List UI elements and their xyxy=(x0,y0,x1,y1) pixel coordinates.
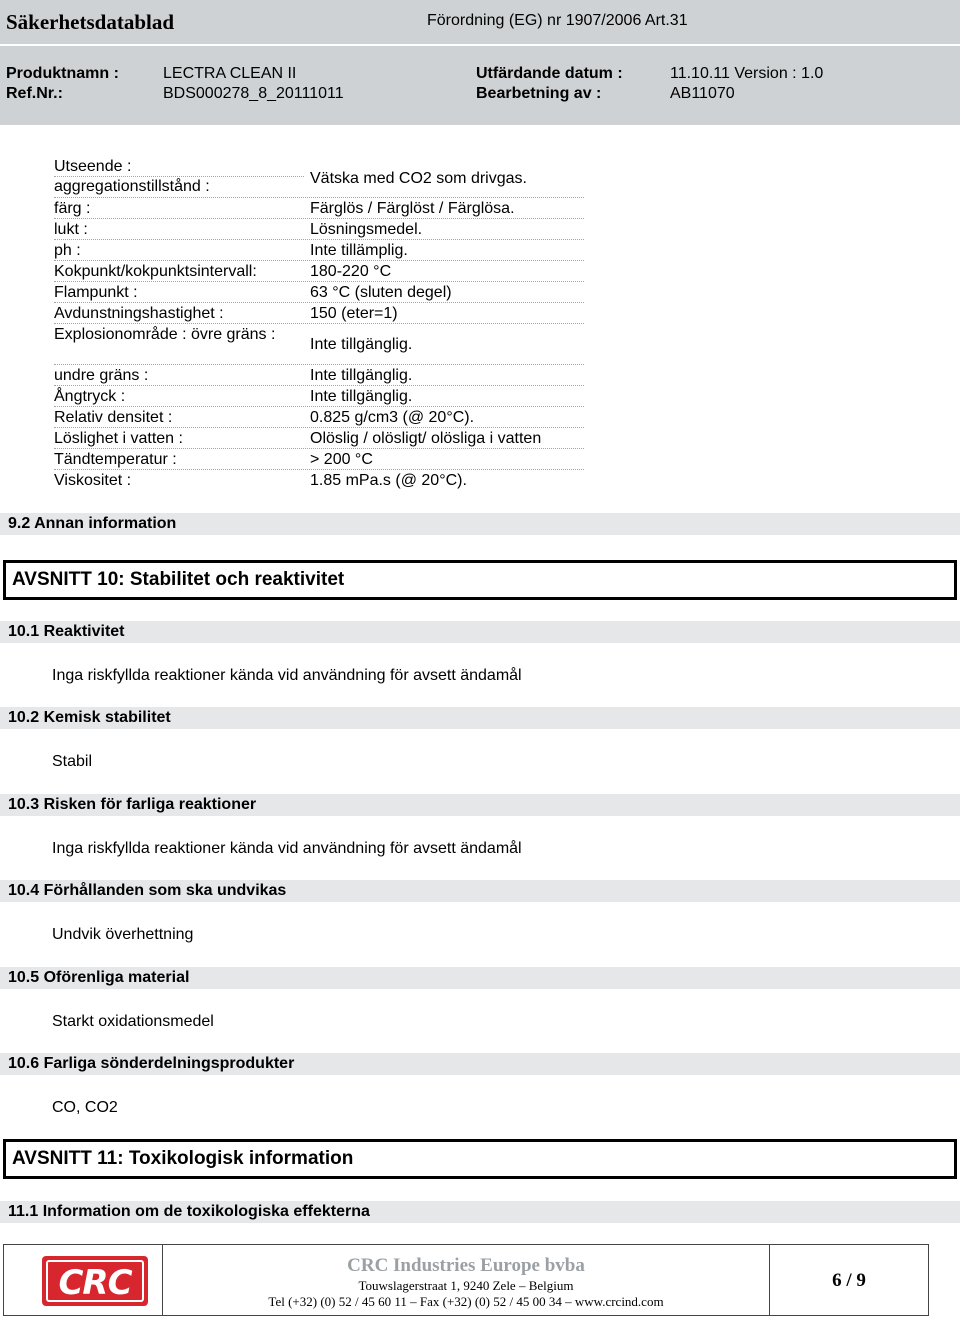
property-value: Inte tillgänglig. xyxy=(310,367,413,384)
subsection-10-4-heading xyxy=(0,880,960,902)
property-label: Löslighet i vatten : xyxy=(54,430,183,447)
property-value: Färglös / Färglöst / Färglösa. xyxy=(310,200,515,217)
subsection-title: 11.1 Information om de toxikologiska effekterna xyxy=(8,1203,370,1220)
logo-text: CRC xyxy=(58,1263,132,1303)
property-label: undre gräns : xyxy=(54,367,149,384)
property-value: Lösningsmedel. xyxy=(310,221,423,238)
issue-date-value: 11.10.11 Version : 1.0 xyxy=(670,65,824,82)
property-value: Olöslig / olösligt/ olösliga i vatten xyxy=(310,430,542,447)
subsection-9-2-heading xyxy=(0,513,960,535)
product-name-label: Produktnamn : xyxy=(6,65,119,82)
property-label: Viskositet : xyxy=(54,472,132,489)
property-label: Utseende : xyxy=(54,158,132,175)
property-label: Explosionområde : övre gräns : xyxy=(54,326,276,343)
row-divider xyxy=(54,260,584,261)
subsection-title: 10.5 Oförenliga material xyxy=(8,969,190,986)
row-divider xyxy=(54,239,584,240)
row-divider xyxy=(54,302,584,303)
property-value: 150 (eter=1) xyxy=(310,305,398,322)
row-divider xyxy=(54,448,584,449)
row-divider xyxy=(54,176,304,177)
subsection-title: 10.4 Förhållanden som ska undvikas xyxy=(8,882,287,899)
property-value: Inte tillgänglig. xyxy=(310,336,413,353)
subsection-11-1-heading xyxy=(0,1201,960,1223)
edited-by-label: Bearbetning av : xyxy=(476,85,602,102)
product-name-value: LECTRA CLEAN II xyxy=(163,65,297,82)
subsection-10-6-heading xyxy=(0,1053,960,1075)
subsection-text: Starkt oxidationsmedel xyxy=(52,1013,214,1030)
subsection-10-2-heading xyxy=(0,707,960,729)
row-divider xyxy=(54,281,584,282)
property-label: ph : xyxy=(54,242,81,259)
property-label: Flampunkt : xyxy=(54,284,138,301)
row-divider xyxy=(54,218,584,219)
section-title: AVSNITT 10: Stabilitet och reaktivitet xyxy=(12,569,345,590)
document-title: Säkerhetsdatablad xyxy=(6,10,175,34)
regulation-reference: Förordning (EG) nr 1907/2006 Art.31 xyxy=(427,12,688,29)
row-divider xyxy=(54,427,584,428)
section-10-heading xyxy=(3,560,957,600)
property-value: Inte tillgänglig. xyxy=(310,388,413,405)
subsection-10-5-heading xyxy=(0,967,960,989)
property-label: färg : xyxy=(54,200,91,217)
property-value: Inte tillämplig. xyxy=(310,242,408,259)
company-contact: Tel (+32) (0) 52 / 45 60 11 – Fax (+32) (0) 52 / 45 00 34 – www.crcind.com xyxy=(268,1294,664,1309)
edited-by-value: AB11070 xyxy=(670,85,735,102)
row-divider xyxy=(54,323,584,324)
row-divider xyxy=(54,197,584,198)
property-label: lukt : xyxy=(54,221,88,238)
row-divider xyxy=(54,364,584,365)
ref-number-value: BDS000278_8_20111011 xyxy=(163,85,344,102)
subsection-title: 10.6 Farliga sönderdelningsprodukter xyxy=(8,1055,295,1072)
property-value: 63 °C (sluten degel) xyxy=(310,284,452,301)
property-value: 1.85 mPa.s (@ 20°C). xyxy=(310,472,467,489)
property-value: Vätska med CO2 som drivgas. xyxy=(310,170,527,187)
ref-number-label: Ref.Nr.: xyxy=(6,85,63,102)
subsection-title: 10.3 Risken för farliga reaktioner xyxy=(8,796,257,813)
section-11-heading xyxy=(3,1139,957,1179)
property-label: Relativ densitet : xyxy=(54,409,173,426)
subsection-10-1-heading xyxy=(0,621,960,643)
property-label: Kokpunkt/kokpunktsintervall: xyxy=(54,263,257,280)
property-value: 180-220 °C xyxy=(310,263,392,280)
subsection-text: Undvik överhettning xyxy=(52,926,194,943)
company-address: Touwslagerstraat 1, 9240 Zele – Belgium xyxy=(358,1278,574,1293)
page-footer xyxy=(3,1244,929,1316)
subsection-text: Stabil xyxy=(52,753,93,770)
page-number: 6 / 9 xyxy=(832,1270,866,1291)
row-divider xyxy=(54,406,584,407)
subsection-title: 10.1 Reaktivitet xyxy=(8,623,125,640)
property-label: Tändtemperatur : xyxy=(54,451,177,468)
subsection-text: CO, CO2 xyxy=(52,1099,118,1116)
property-label: Avdunstningshastighet : xyxy=(54,305,224,322)
subsection-text: Inga riskfyllda reaktioner kända vid användning för avsett ändamål xyxy=(52,667,522,684)
subsection-10-3-heading xyxy=(0,794,960,816)
row-divider xyxy=(54,469,584,470)
header-divider xyxy=(0,44,960,46)
section-title: AVSNITT 11: Toxikologisk information xyxy=(12,1148,354,1169)
property-label: aggregationstillstånd : xyxy=(54,178,210,195)
subsection-text: Inga riskfyllda reaktioner kända vid användning för avsett ändamål xyxy=(52,840,522,857)
property-value: > 200 °C xyxy=(310,451,373,468)
row-divider xyxy=(54,385,584,386)
issue-date-label: Utfärdande datum : xyxy=(476,65,623,82)
subsection-title: 9.2 Annan information xyxy=(8,515,177,532)
company-name: CRC Industries Europe bvba xyxy=(347,1255,585,1276)
property-label: Ångtryck : xyxy=(54,388,126,405)
property-value: 0.825 g/cm3 (@ 20°C). xyxy=(310,409,475,426)
crc-logo xyxy=(42,1256,148,1306)
subsection-title: 10.2 Kemisk stabilitet xyxy=(8,709,171,726)
document-header xyxy=(0,0,960,125)
